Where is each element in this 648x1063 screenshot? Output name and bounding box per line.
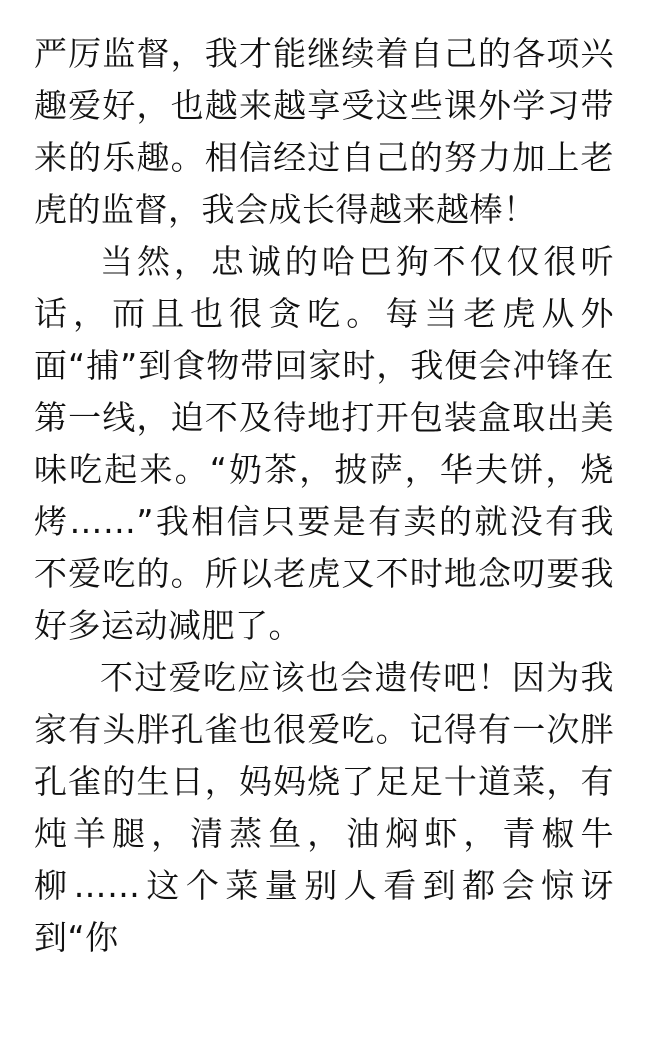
paragraph-2: 当然，忠诚的哈巴狗不仅仅很听话，而且也很贪吃。每当老虎从外面“捕”到食物带回家时，我便会冲锋在第一线，迫不及待地打开包装盒取出美味吃起来。“奶茶，披萨，华夫饼，烧烤……”我相信只要是有卖的就没有我不爱吃的。所以老虎又不时地念叨要我好多运动减肥了。 [34, 242, 614, 645]
paragraph-3: 不过爱吃应该也会遗传吧！因为我家有头胖孔雀也很爱吃。记得有一次胖孔雀的生日，妈妈烧了足足十道菜，有炖羊腿，清蒸鱼，油焖虾，青椒牛柳……这个菜量别人看到都会惊讶到“你 [34, 658, 614, 957]
document-text-body [34, 28, 614, 964]
paragraph-1: 严厉监督，我才能继续着自己的各项兴趣爱好，也越来越享受这些课外学习带来的乐趣。相信经过自己的努力加上老虎的监督，我会成长得越来越棒！ [34, 34, 614, 229]
